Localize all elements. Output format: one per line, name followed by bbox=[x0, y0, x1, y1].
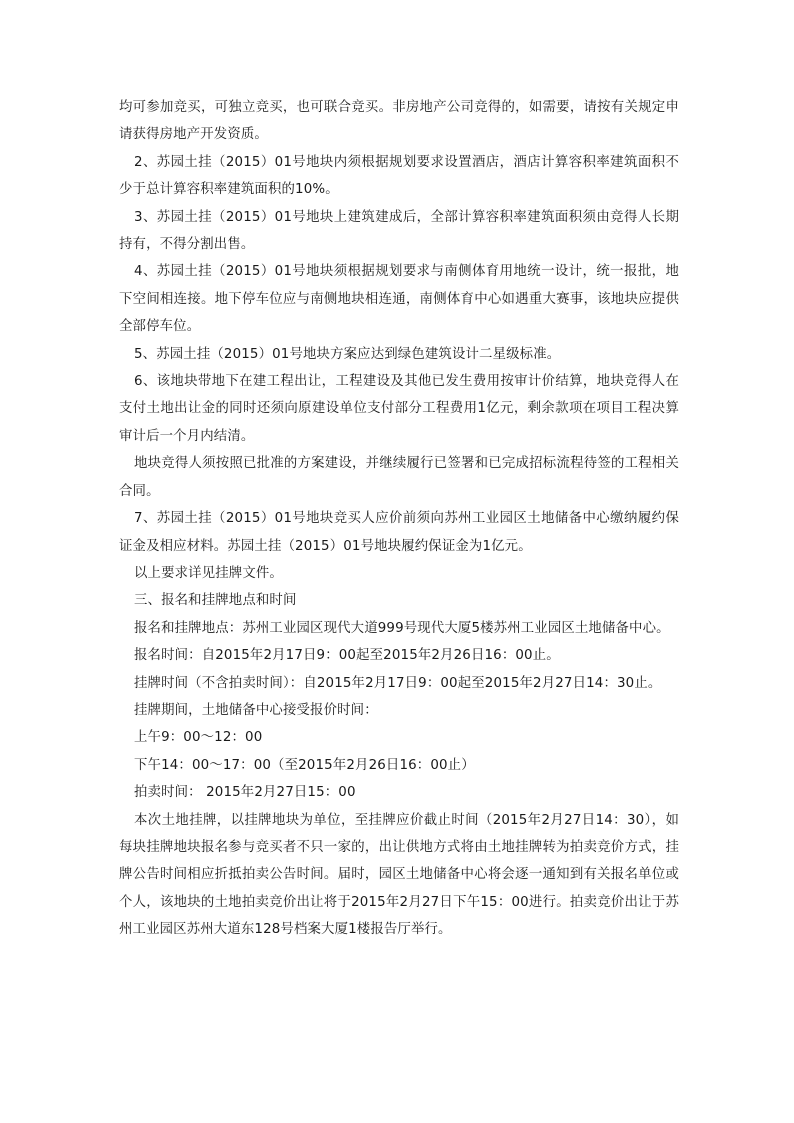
paragraph-item-7-deposit: 7、苏园土挂（2015）01号地块竞买人应价前须向苏州工业园区土地储备中心缴纳履约保证金及相应材料。苏园土挂（2015）01号地块履约保证金为1亿元。 bbox=[119, 511, 679, 554]
paragraph-item-2-hotel: 2、苏园土挂（2015）01号地块内须根据规划要求设置酒店，酒店计算容积率建筑面积不少于总计算容积率建筑面积的10%。 bbox=[119, 154, 679, 198]
paragraph-item-3-holding: 3、苏园土挂（2015）01号地块上建筑建成后，全部计算容积率建筑面积须由竞得人长期持有，不得分割出售。 bbox=[119, 209, 679, 253]
paragraph-auction-procedure: 本次土地挂牌，以挂牌地块为单位，至挂牌应价截止时间（2015年2月27日14：30），如每块挂牌地块报名参与竞买者不只一家的，出让供地方式将由土地挂牌转为拍卖竞价方式，挂牌公告时间相应折抵拍卖公告时间。届时，园区土地储备中心将会逐一通知到有关报名单位或个人，该地块的土地拍卖竞价出让将于2015年2月27日下午15：00进行。拍卖竞价出让于苏州工业园区苏州大道东128号档案大厦1楼报告厅举行。 bbox=[119, 812, 679, 938]
paragraph-quote-acceptance-time: 挂牌期间，土地储备中心接受报价时间： bbox=[134, 702, 378, 718]
paragraph-registration-time: 报名时间：自2015年2月17日9：00起至2015年2月26日16：00止。 bbox=[134, 648, 560, 664]
paragraph-auction-time: 拍卖时间： 2015年2月27日15：00 bbox=[134, 785, 356, 801]
paragraph-see-listing-documents: 以上要求详见挂牌文件。 bbox=[134, 565, 283, 581]
paragraph-item-4-design: 4、苏园土挂（2015）01号地块须根据规划要求与南侧体育用地统一设计，统一报批，地下空间相连接。地下停车位应与南侧地块相连通，南侧体育中心如遇重大赛事，该地块应提供全部停车位。 bbox=[119, 264, 679, 335]
paragraph-listing-time: 挂牌时间（不含拍卖时间）：自2015年2月17日9：00起至2015年2月27日14：30止。 bbox=[134, 675, 662, 691]
paragraph-morning-hours: 上午9：00～12：00 bbox=[134, 730, 263, 746]
paragraph-registration-location: 报名和挂牌地点：苏州工业园区现代大道999号现代大厦5楼苏州工业园区土地储备中心。 bbox=[134, 620, 670, 636]
paragraph-afternoon-hours: 下午14：00～17：00（至2015年2月26日16：00止） bbox=[134, 757, 475, 773]
paragraph-bidding-eligibility: 均可参加竞买，可独立竞买，也可联合竞买。非房地产公司竞得的，如需要，请按有关规定申请获得房地产开发资质。 bbox=[119, 100, 679, 143]
paragraph-item-6-contracts: 地块竞得人须按照已批准的方案建设，并继续履行已签署和已完成招标流程待签的工程相关合同。 bbox=[119, 456, 679, 499]
section-heading-registration: 三、报名和挂牌地点和时间 bbox=[134, 593, 297, 609]
paragraph-item-5-green-building: 5、苏园土挂（2015）01号地块方案应达到绿色建筑设计二星级标准。 bbox=[134, 346, 561, 362]
document-body bbox=[119, 94, 679, 944]
paragraph-item-6-underground-works: 6、该地块带地下在建工程出让，工程建设及其他已发生费用按审计价结算，地块竞得人在支付土地出让金的同时还须向原建设单位支付部分工程费用1亿元，剩余款项在项目工程决算审计后一个月内结清。 bbox=[119, 374, 679, 444]
